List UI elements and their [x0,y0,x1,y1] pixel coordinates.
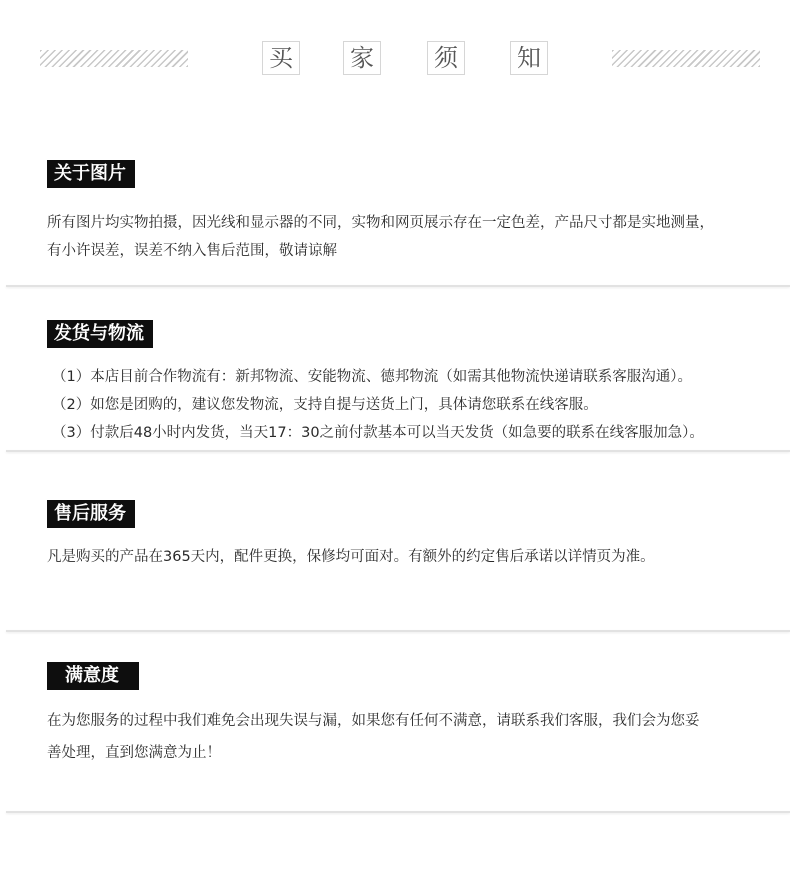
section-tag: 满意度 [47,662,139,690]
section-divider [6,285,790,287]
section-tag: 关于图片 [47,160,135,188]
title-char: 须 [427,41,465,75]
text-line: 凡是购买的产品在365天内，配件更换，保修均可面对。有额外的约定售后承诺以详情页为准。 [47,549,655,565]
list-item: （2）如您是团购的，建议您发物流，支持自提与送货上门，具体请您联系在线客服。 [52,397,598,413]
section-divider [6,450,790,452]
text-line: 所有图片均实物拍摄，因光线和显示器的不同，实物和网页展示存在一定色差，产品尺寸都是实地测量， [47,215,714,231]
title-char: 知 [510,41,548,75]
section-divider [6,811,790,813]
title-char: 家 [343,41,381,75]
shipping-list [52,363,787,447]
page-header [0,0,790,110]
section-text [47,705,782,769]
list-item: （3）付款后48小时内发货，当天17：30之前付款基本可以当天发货（如急要的联系在线客服加急）。 [52,425,704,441]
text-line: 在为您服务的过程中我们难免会出现失误与漏，如果您有任何不满意，请联系我们客服，我们会为您妥 [47,713,700,729]
section-text [47,209,782,265]
section-text [47,543,782,571]
decorative-hatch-right [612,50,760,67]
section-tag: 售后服务 [47,500,135,528]
text-line: 善处理，直到您满意为止！ [47,745,221,761]
list-item: （1）本店目前合作物流有：新邦物流、安能物流、德邦物流（如需其他物流快递请联系客服沟通）。 [52,369,692,385]
title-char: 买 [262,41,300,75]
text-line: 有小许误差，误差不纳入售后范围，敬请谅解 [47,243,337,259]
section-tag: 发货与物流 [47,320,153,348]
section-divider [6,630,790,632]
